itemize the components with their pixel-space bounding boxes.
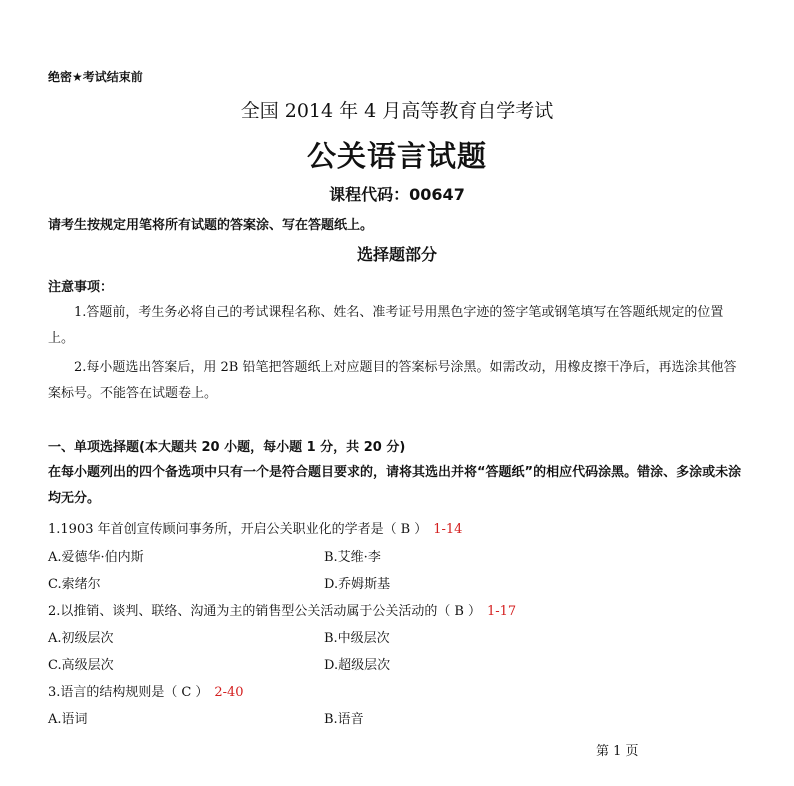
page-number: 第 1 页	[596, 744, 639, 759]
note-item: 2.每小题选出答案后，用 2B 铅笔把答题纸上对应题目的答案标号涂黑。如需改动，用橡皮擦干净后，再选涂其他答案标号。不能答在试题卷上。	[48, 360, 737, 401]
part-description: 在每小题列出的四个备选项中只有一个是符合题目要求的，请将其选出并将“答题纸”的相应代码涂黑。错涂、多涂或未涂均无分。	[48, 465, 742, 506]
notes-title: 注意事项：	[48, 280, 114, 295]
question-reference: 1-14	[433, 522, 463, 537]
option-b: B.语音	[324, 712, 364, 727]
general-instruction: 请考生按规定用笔将所有试题的答案涂、写在答题纸上。	[48, 218, 374, 233]
question-stem	[48, 518, 462, 537]
option-a: A.初级层次	[48, 631, 114, 646]
option-b: B.中级层次	[324, 631, 390, 646]
question-close: ）	[467, 604, 481, 619]
option-c: C.索绪尔	[48, 577, 101, 592]
question-reference: 2-40	[214, 685, 244, 700]
confidential-label: 绝密★考试结束前	[48, 70, 143, 84]
question-answer: C	[181, 685, 192, 700]
question-stem	[48, 681, 244, 700]
option-b: B.艾维·李	[324, 550, 381, 565]
part-heading: 一、单项选择题(本大题共 20 小题，每小题 1 分，共 20 分)	[48, 440, 406, 455]
question-close: ）	[195, 685, 209, 700]
note-item: 1.答题前，考生务必将自己的考试课程名称、姓名、准考证号用黑色字迹的签字笔或钢笔填写在答题纸规定的位置上。	[48, 305, 724, 346]
question-close: ）	[414, 522, 428, 537]
option-a: A.语词	[48, 712, 88, 727]
paper-title: 公关语言试题	[306, 139, 487, 173]
question-answer: B	[400, 522, 411, 537]
question-text: 2.以推销、谈判、联络、沟通为主的销售型公关活动属于公关活动的（	[48, 604, 451, 619]
option-d: D.乔姆斯基	[324, 577, 391, 592]
option-d: D.超级层次	[324, 658, 391, 673]
question-text: 1.1903 年首创宣传顾问事务所，开启公关职业化的学者是（	[48, 522, 397, 537]
question-answer: B	[454, 604, 464, 619]
exam-name: 全国 2014 年 4 月高等教育自学考试	[240, 100, 554, 122]
section-title: 选择题部分	[356, 245, 437, 264]
option-a: A.爱德华·伯内斯	[48, 550, 144, 565]
question-text: 3.语言的结构规则是（	[48, 685, 178, 700]
option-c: C.高级层次	[48, 658, 114, 673]
question-stem	[48, 600, 516, 619]
question-reference: 1-17	[486, 604, 517, 619]
course-code: 课程代码：00647	[329, 185, 465, 204]
